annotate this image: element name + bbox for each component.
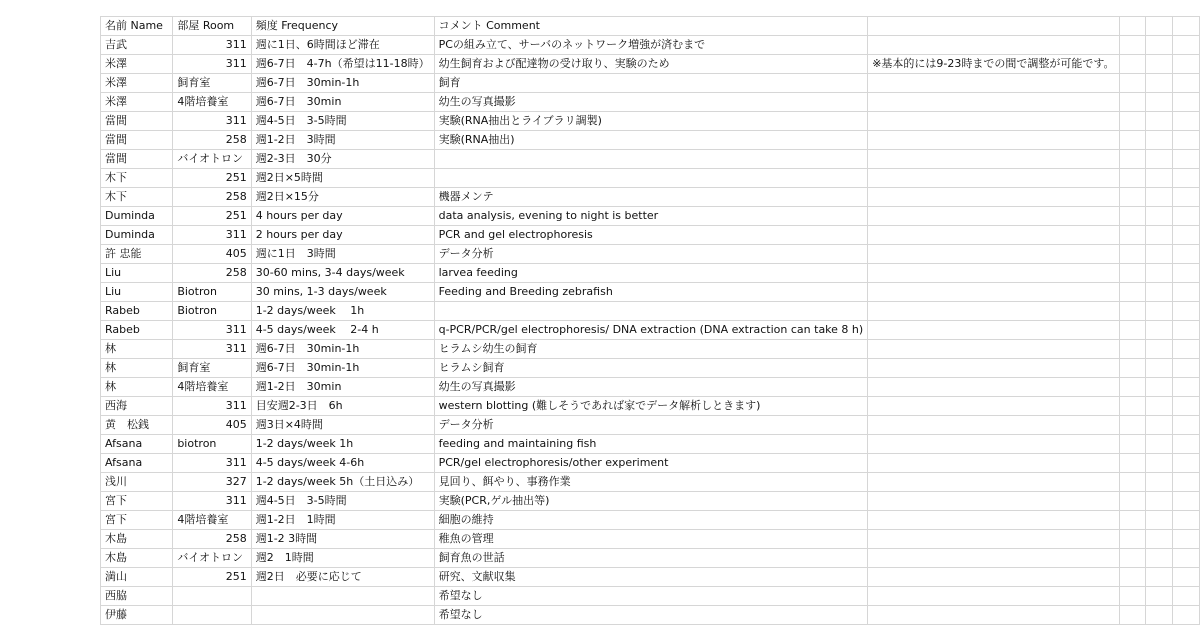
- cell-name[interactable]: 當間: [101, 131, 173, 150]
- table-row: [101, 568, 1200, 587]
- cell-comment[interactable]: 実験(RNA抽出とライブラリ調製): [434, 112, 868, 131]
- empty-cell[interactable]: [1146, 74, 1173, 93]
- cell-name[interactable]: 伊藤: [101, 606, 173, 625]
- empty-cell[interactable]: [1146, 359, 1173, 378]
- cell-comment[interactable]: 希望なし: [434, 606, 868, 625]
- cell-comment[interactable]: western blotting (難しそうであれば家でデータ解析しときます): [434, 397, 868, 416]
- empty-cell[interactable]: [1119, 492, 1146, 511]
- cell-room[interactable]: 311: [173, 454, 251, 473]
- empty-cell[interactable]: [1173, 131, 1200, 150]
- cell-name[interactable]: Afsana: [101, 435, 173, 454]
- cell-comment[interactable]: ヒラムシ幼生の飼育: [434, 340, 868, 359]
- cell-name[interactable]: 當間: [101, 112, 173, 131]
- cell-name[interactable]: Duminda: [101, 207, 173, 226]
- cell-name[interactable]: 木下: [101, 169, 173, 188]
- cell-name[interactable]: Afsana: [101, 454, 173, 473]
- cell-extra[interactable]: [868, 606, 1119, 625]
- cell-extra[interactable]: [868, 131, 1119, 150]
- empty-cell[interactable]: [1173, 340, 1200, 359]
- table-row: [101, 587, 1200, 606]
- empty-cell[interactable]: [1173, 93, 1200, 112]
- empty-cell[interactable]: [1173, 207, 1200, 226]
- cell-extra[interactable]: [868, 245, 1119, 264]
- spreadsheet-rows: [101, 17, 1200, 625]
- cell-name[interactable]: 米澤: [101, 93, 173, 112]
- cell-comment[interactable]: feeding and maintaining fish: [434, 435, 868, 454]
- cell-comment[interactable]: 稚魚の管理: [434, 530, 868, 549]
- cell-name[interactable]: 林: [101, 378, 173, 397]
- empty-cell[interactable]: [1119, 188, 1146, 207]
- table-row: [101, 530, 1200, 549]
- empty-cell[interactable]: [1119, 473, 1146, 492]
- cell-comment[interactable]: Feeding and Breeding zebrafish: [434, 283, 868, 302]
- cell-extra[interactable]: [868, 587, 1119, 606]
- cell-comment[interactable]: [434, 302, 868, 321]
- cell-extra[interactable]: [868, 112, 1119, 131]
- cell-name[interactable]: 木島: [101, 549, 173, 568]
- cell-comment[interactable]: data analysis, evening to night is better: [434, 207, 868, 226]
- table-row: [101, 302, 1200, 321]
- cell-comment[interactable]: [434, 169, 868, 188]
- empty-cell[interactable]: [1146, 264, 1173, 283]
- cell-name[interactable]: 西海: [101, 397, 173, 416]
- empty-cell[interactable]: [1119, 416, 1146, 435]
- cell-name[interactable]: 林: [101, 359, 173, 378]
- table-row: [101, 511, 1200, 530]
- cell-extra[interactable]: [868, 511, 1119, 530]
- table-row: [101, 378, 1200, 397]
- empty-cell[interactable]: [1119, 378, 1146, 397]
- table-row: [101, 264, 1200, 283]
- cell-frequency[interactable]: 4 hours per day: [251, 207, 434, 226]
- empty-cell[interactable]: [1146, 416, 1173, 435]
- empty-cell[interactable]: [1146, 473, 1173, 492]
- cell-extra[interactable]: [868, 188, 1119, 207]
- empty-cell[interactable]: [1146, 93, 1173, 112]
- cell-comment[interactable]: ヒラムシ飼育: [434, 359, 868, 378]
- cell-extra[interactable]: [868, 549, 1119, 568]
- empty-cell[interactable]: [1146, 207, 1173, 226]
- cell-frequency[interactable]: 週3日×4時間: [251, 416, 434, 435]
- empty-cell[interactable]: [1146, 511, 1173, 530]
- table-row: [101, 397, 1200, 416]
- empty-cell[interactable]: [1146, 397, 1173, 416]
- spreadsheet: [100, 16, 1200, 625]
- empty-cell[interactable]: [1119, 207, 1146, 226]
- cell-room[interactable]: [173, 606, 251, 625]
- empty-cell[interactable]: [1119, 93, 1146, 112]
- empty-cell[interactable]: [1173, 17, 1200, 36]
- cell-extra[interactable]: [868, 359, 1119, 378]
- cell-extra[interactable]: [868, 36, 1119, 55]
- cell-frequency[interactable]: [251, 587, 434, 606]
- cell-extra[interactable]: [868, 150, 1119, 169]
- cell-extra[interactable]: [868, 321, 1119, 340]
- cell-name[interactable]: Liu: [101, 283, 173, 302]
- empty-cell[interactable]: [1146, 435, 1173, 454]
- table-row: [101, 36, 1200, 55]
- empty-cell[interactable]: [1173, 188, 1200, 207]
- cell-extra[interactable]: [868, 169, 1119, 188]
- cell-room[interactable]: 311: [173, 397, 251, 416]
- table-row: [101, 435, 1200, 454]
- cell-extra[interactable]: [868, 568, 1119, 587]
- empty-cell[interactable]: [1119, 150, 1146, 169]
- table-row: [101, 169, 1200, 188]
- cell-room[interactable]: [173, 587, 251, 606]
- header-row: [101, 17, 1200, 36]
- cell-name[interactable]: 満山: [101, 568, 173, 587]
- cell-comment[interactable]: 幼生の写真撮影: [434, 378, 868, 397]
- column-header[interactable]: 部屋 Room: [173, 17, 251, 36]
- empty-cell[interactable]: [1119, 74, 1146, 93]
- cell-room[interactable]: biotron: [173, 435, 251, 454]
- empty-cell[interactable]: [1119, 302, 1146, 321]
- empty-cell[interactable]: [1146, 150, 1173, 169]
- column-header[interactable]: [868, 17, 1119, 36]
- cell-name[interactable]: 宮下: [101, 511, 173, 530]
- empty-cell[interactable]: [1173, 55, 1200, 74]
- empty-cell[interactable]: [1119, 36, 1146, 55]
- cell-frequency[interactable]: 週4-5日 3-5時間: [251, 492, 434, 511]
- empty-cell[interactable]: [1173, 36, 1200, 55]
- empty-cell[interactable]: [1146, 36, 1173, 55]
- cell-room[interactable]: 251: [173, 207, 251, 226]
- empty-cell[interactable]: [1146, 112, 1173, 131]
- empty-cell[interactable]: [1119, 568, 1146, 587]
- empty-cell[interactable]: [1173, 359, 1200, 378]
- table-row: [101, 93, 1200, 112]
- empty-cell[interactable]: [1119, 530, 1146, 549]
- cell-frequency[interactable]: [251, 606, 434, 625]
- cell-room[interactable]: 251: [173, 568, 251, 587]
- cell-extra[interactable]: [868, 226, 1119, 245]
- cell-frequency[interactable]: 1-2 days/week 1h: [251, 435, 434, 454]
- cell-frequency[interactable]: 4-5 days/week 4-6h: [251, 454, 434, 473]
- empty-cell[interactable]: [1146, 17, 1173, 36]
- empty-cell[interactable]: [1119, 321, 1146, 340]
- cell-frequency[interactable]: 4-5 days/week 2-4 h: [251, 321, 434, 340]
- empty-cell[interactable]: [1173, 492, 1200, 511]
- cell-extra[interactable]: [868, 435, 1119, 454]
- cell-room[interactable]: Biotron: [173, 302, 251, 321]
- empty-cell[interactable]: [1119, 549, 1146, 568]
- empty-cell[interactable]: [1173, 397, 1200, 416]
- cell-extra[interactable]: [868, 416, 1119, 435]
- cell-extra[interactable]: [868, 397, 1119, 416]
- cell-name[interactable]: 米澤: [101, 55, 173, 74]
- cell-frequency[interactable]: 週2 1時間: [251, 549, 434, 568]
- empty-cell[interactable]: [1119, 435, 1146, 454]
- table-row: [101, 150, 1200, 169]
- column-header[interactable]: コメント Comment: [434, 17, 868, 36]
- cell-room[interactable]: 258: [173, 264, 251, 283]
- empty-cell[interactable]: [1173, 378, 1200, 397]
- cell-extra[interactable]: [868, 340, 1119, 359]
- empty-cell[interactable]: [1173, 283, 1200, 302]
- cell-frequency[interactable]: 週6-7日 4-7h（希望は11-18時）: [251, 55, 434, 74]
- cell-room[interactable]: バイオトロン: [173, 150, 251, 169]
- empty-cell[interactable]: [1173, 112, 1200, 131]
- table-row: [101, 359, 1200, 378]
- cell-frequency[interactable]: 週6-7日 30min-1h: [251, 359, 434, 378]
- cell-frequency[interactable]: 週6-7日 30min-1h: [251, 340, 434, 359]
- cell-extra[interactable]: [868, 264, 1119, 283]
- cell-frequency[interactable]: 週6-7日 30min-1h: [251, 74, 434, 93]
- table-row: [101, 55, 1200, 74]
- empty-cell[interactable]: [1146, 606, 1173, 625]
- empty-cell[interactable]: [1146, 530, 1173, 549]
- table-row: [101, 549, 1200, 568]
- empty-cell[interactable]: [1173, 530, 1200, 549]
- cell-frequency[interactable]: 30-60 mins, 3-4 days/week: [251, 264, 434, 283]
- cell-room[interactable]: 飼育室: [173, 359, 251, 378]
- cell-frequency[interactable]: 1-2 days/week 1h: [251, 302, 434, 321]
- cell-name[interactable]: 宮下: [101, 492, 173, 511]
- cell-room[interactable]: 飼育室: [173, 74, 251, 93]
- table-row: [101, 207, 1200, 226]
- cell-room[interactable]: 311: [173, 492, 251, 511]
- cell-name[interactable]: Rabeb: [101, 321, 173, 340]
- cell-name[interactable]: 當間: [101, 150, 173, 169]
- cell-comment[interactable]: 飼育魚の世話: [434, 549, 868, 568]
- empty-cell[interactable]: [1173, 435, 1200, 454]
- cell-extra[interactable]: [868, 283, 1119, 302]
- cell-name[interactable]: 黄 松銭: [101, 416, 173, 435]
- empty-cell[interactable]: [1146, 245, 1173, 264]
- table-row: [101, 283, 1200, 302]
- empty-cell[interactable]: [1119, 587, 1146, 606]
- cell-comment[interactable]: データ分析: [434, 416, 868, 435]
- cell-room[interactable]: 405: [173, 416, 251, 435]
- empty-cell[interactable]: [1146, 188, 1173, 207]
- table-row: [101, 321, 1200, 340]
- cell-comment[interactable]: 幼生の写真撮影: [434, 93, 868, 112]
- cell-extra[interactable]: [868, 530, 1119, 549]
- cell-extra[interactable]: [868, 302, 1119, 321]
- empty-cell[interactable]: [1173, 74, 1200, 93]
- empty-cell[interactable]: [1146, 131, 1173, 150]
- empty-cell[interactable]: [1119, 511, 1146, 530]
- empty-cell[interactable]: [1119, 169, 1146, 188]
- empty-cell[interactable]: [1173, 416, 1200, 435]
- cell-frequency[interactable]: 30 mins, 1-3 days/week: [251, 283, 434, 302]
- cell-extra[interactable]: [868, 454, 1119, 473]
- cell-frequency[interactable]: 週2-3日 30分: [251, 150, 434, 169]
- cell-frequency[interactable]: 週2日×5時間: [251, 169, 434, 188]
- cell-comment[interactable]: q-PCR/PCR/gel electrophoresis/ DNA extraction (DNA extraction can take 8 h): [434, 321, 868, 340]
- cell-room[interactable]: 311: [173, 321, 251, 340]
- empty-cell[interactable]: [1119, 397, 1146, 416]
- empty-cell[interactable]: [1146, 340, 1173, 359]
- cell-name[interactable]: 木下: [101, 188, 173, 207]
- empty-cell[interactable]: [1119, 340, 1146, 359]
- cell-room[interactable]: 327: [173, 473, 251, 492]
- cell-comment[interactable]: PCR and gel electrophoresis: [434, 226, 868, 245]
- cell-room[interactable]: 251: [173, 169, 251, 188]
- empty-cell[interactable]: [1119, 55, 1146, 74]
- cell-frequency[interactable]: 週2日 必要に応じて: [251, 568, 434, 587]
- cell-comment[interactable]: 希望なし: [434, 587, 868, 606]
- cell-room[interactable]: 4階培養室: [173, 93, 251, 112]
- empty-cell[interactable]: [1146, 454, 1173, 473]
- empty-cell[interactable]: [1173, 169, 1200, 188]
- empty-cell[interactable]: [1119, 112, 1146, 131]
- empty-cell[interactable]: [1173, 264, 1200, 283]
- cell-frequency[interactable]: 週1-2日 3時間: [251, 131, 434, 150]
- table-row: [101, 454, 1200, 473]
- empty-cell[interactable]: [1119, 454, 1146, 473]
- cell-room[interactable]: 4階培養室: [173, 511, 251, 530]
- cell-room[interactable]: Biotron: [173, 283, 251, 302]
- empty-cell[interactable]: [1146, 568, 1173, 587]
- cell-extra[interactable]: [868, 378, 1119, 397]
- cell-name[interactable]: 林: [101, 340, 173, 359]
- empty-cell[interactable]: [1119, 226, 1146, 245]
- cell-frequency[interactable]: 週1-2日 30min: [251, 378, 434, 397]
- cell-frequency[interactable]: 週に1日、6時間ほど滞在: [251, 36, 434, 55]
- cell-comment[interactable]: 実験(PCR,ゲル抽出等): [434, 492, 868, 511]
- cell-frequency[interactable]: 2 hours per day: [251, 226, 434, 245]
- cell-frequency[interactable]: 目安週2-3日 6h: [251, 397, 434, 416]
- empty-cell[interactable]: [1173, 568, 1200, 587]
- empty-cell[interactable]: [1119, 606, 1146, 625]
- cell-frequency[interactable]: 1-2 days/week 5h（土日込み）: [251, 473, 434, 492]
- table-row: [101, 340, 1200, 359]
- table-row: [101, 473, 1200, 492]
- cell-extra[interactable]: [868, 492, 1119, 511]
- cell-room[interactable]: 311: [173, 55, 251, 74]
- empty-cell[interactable]: [1119, 264, 1146, 283]
- cell-room[interactable]: 311: [173, 36, 251, 55]
- table-row: [101, 131, 1200, 150]
- cell-frequency[interactable]: 週6-7日 30min: [251, 93, 434, 112]
- table-row: [101, 188, 1200, 207]
- empty-cell[interactable]: [1173, 321, 1200, 340]
- empty-cell[interactable]: [1146, 302, 1173, 321]
- empty-cell[interactable]: [1173, 606, 1200, 625]
- cell-extra[interactable]: ※基本的には9-23時までの間で調整が可能です。: [868, 55, 1119, 74]
- empty-cell[interactable]: [1119, 245, 1146, 264]
- cell-comment[interactable]: 機器メンテ: [434, 188, 868, 207]
- cell-comment[interactable]: larvea feeding: [434, 264, 868, 283]
- cell-frequency[interactable]: 週4-5日 3-5時間: [251, 112, 434, 131]
- cell-comment[interactable]: 見回り、餌やり、事務作業: [434, 473, 868, 492]
- table-row: [101, 74, 1200, 93]
- table-row: [101, 606, 1200, 625]
- table-row: [101, 416, 1200, 435]
- empty-cell[interactable]: [1173, 302, 1200, 321]
- column-header[interactable]: 名前 Name: [101, 17, 173, 36]
- cell-frequency[interactable]: 週2日×15分: [251, 188, 434, 207]
- cell-room[interactable]: 311: [173, 226, 251, 245]
- cell-comment[interactable]: [434, 150, 868, 169]
- empty-cell[interactable]: [1146, 378, 1173, 397]
- table-row: [101, 112, 1200, 131]
- cell-name[interactable]: 吉武: [101, 36, 173, 55]
- empty-cell[interactable]: [1173, 473, 1200, 492]
- empty-cell[interactable]: [1173, 587, 1200, 606]
- cell-extra[interactable]: [868, 473, 1119, 492]
- empty-cell[interactable]: [1173, 549, 1200, 568]
- cell-room[interactable]: 311: [173, 340, 251, 359]
- empty-cell[interactable]: [1119, 283, 1146, 302]
- cell-name[interactable]: 米澤: [101, 74, 173, 93]
- cell-room[interactable]: バイオトロン: [173, 549, 251, 568]
- cell-room[interactable]: 311: [173, 112, 251, 131]
- cell-comment[interactable]: データ分析: [434, 245, 868, 264]
- cell-name[interactable]: 西脇: [101, 587, 173, 606]
- table-row: [101, 492, 1200, 511]
- cell-room[interactable]: 405: [173, 245, 251, 264]
- empty-cell[interactable]: [1119, 17, 1146, 36]
- cell-name[interactable]: Rabeb: [101, 302, 173, 321]
- cell-frequency[interactable]: 週1-2日 1時間: [251, 511, 434, 530]
- empty-cell[interactable]: [1173, 245, 1200, 264]
- empty-cell[interactable]: [1119, 359, 1146, 378]
- cell-frequency[interactable]: 週に1日 3時間: [251, 245, 434, 264]
- empty-cell[interactable]: [1173, 150, 1200, 169]
- empty-cell[interactable]: [1146, 549, 1173, 568]
- cell-extra[interactable]: [868, 207, 1119, 226]
- cell-comment[interactable]: 幼生飼育および配達物の受け取り、実験のため: [434, 55, 868, 74]
- column-header[interactable]: 頻度 Frequency: [251, 17, 434, 36]
- cell-comment[interactable]: 飼育: [434, 74, 868, 93]
- empty-cell[interactable]: [1173, 511, 1200, 530]
- cell-extra[interactable]: [868, 74, 1119, 93]
- cell-room[interactable]: 258: [173, 188, 251, 207]
- cell-name[interactable]: 浅川: [101, 473, 173, 492]
- cell-room[interactable]: 4階培養室: [173, 378, 251, 397]
- cell-comment[interactable]: PCR/gel electrophoresis/other experiment: [434, 454, 868, 473]
- empty-cell[interactable]: [1173, 226, 1200, 245]
- empty-cell[interactable]: [1146, 226, 1173, 245]
- empty-cell[interactable]: [1146, 492, 1173, 511]
- cell-comment[interactable]: PCの組み立て、サーバのネットワーク増強が済むまで: [434, 36, 868, 55]
- cell-name[interactable]: Duminda: [101, 226, 173, 245]
- empty-cell[interactable]: [1146, 321, 1173, 340]
- spreadsheet-grid: [100, 16, 1200, 625]
- cell-comment[interactable]: 細胞の維持: [434, 511, 868, 530]
- empty-cell[interactable]: [1146, 587, 1173, 606]
- cell-name[interactable]: 木島: [101, 530, 173, 549]
- table-row: [101, 226, 1200, 245]
- cell-frequency[interactable]: 週1-2 3時間: [251, 530, 434, 549]
- cell-name[interactable]: 許 忠能: [101, 245, 173, 264]
- empty-cell[interactable]: [1146, 55, 1173, 74]
- empty-cell[interactable]: [1173, 454, 1200, 473]
- empty-cell[interactable]: [1146, 283, 1173, 302]
- cell-extra[interactable]: [868, 93, 1119, 112]
- cell-room[interactable]: 258: [173, 131, 251, 150]
- cell-comment[interactable]: 研究、文献収集: [434, 568, 868, 587]
- empty-cell[interactable]: [1119, 131, 1146, 150]
- cell-name[interactable]: Liu: [101, 264, 173, 283]
- empty-cell[interactable]: [1146, 169, 1173, 188]
- table-row: [101, 245, 1200, 264]
- cell-comment[interactable]: 実験(RNA抽出): [434, 131, 868, 150]
- cell-room[interactable]: 258: [173, 530, 251, 549]
